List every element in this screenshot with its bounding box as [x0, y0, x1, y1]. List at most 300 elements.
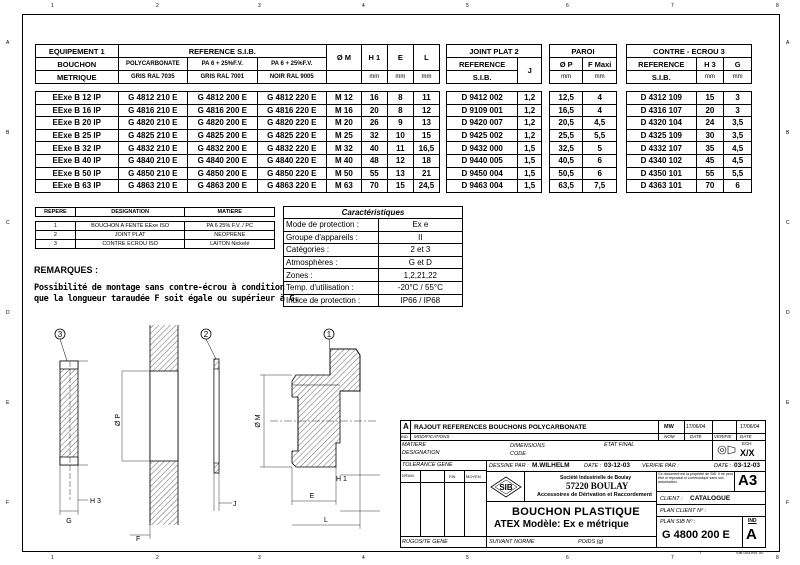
code-label: CODE	[510, 451, 526, 457]
unit-cell: mm	[696, 71, 724, 84]
table-cell: 35	[696, 142, 724, 155]
table-cell: G 4816 210 E	[118, 104, 188, 117]
date-value2: 03-12-03	[734, 462, 761, 469]
spacer-row	[550, 84, 617, 92]
table-cell: D 9463 004	[447, 180, 518, 193]
rev-date: 17/06/04	[686, 424, 706, 430]
company-tagline: Accessoires de Dérivation et Raccordement	[537, 492, 652, 498]
label-h1: H 1	[336, 476, 347, 483]
table-cell: EExe B 40 IP	[36, 154, 119, 167]
ruler-right-label: F	[786, 500, 790, 506]
contre-table-row	[627, 142, 752, 155]
table-cell: Catégories :	[284, 244, 379, 257]
marker-3: 3	[57, 330, 63, 339]
header-h1: H 1	[361, 45, 387, 71]
table-cell: 30	[696, 129, 724, 142]
header-bouchon: BOUCHON	[36, 58, 119, 71]
table-cell: 70	[361, 180, 387, 193]
drawing-subtitle: ATEX Modèle: Ex e métrique	[494, 519, 629, 530]
carac-table-row	[284, 281, 463, 294]
ruler-bottom-label: 2	[156, 555, 159, 561]
ech-label: ECH	[742, 441, 752, 446]
label-p: Ø P	[115, 413, 122, 427]
company-city: 57220 BOULAY	[566, 481, 629, 491]
tol-col-fin: FIN	[449, 474, 456, 479]
table-cell: II	[378, 231, 462, 244]
table-cell: NEOPRENE	[185, 231, 275, 240]
table-cell: 20,5	[550, 117, 583, 130]
table-cell: PA 6 25% F.V. / PC	[185, 222, 275, 231]
marker-2: 2	[203, 330, 209, 339]
table-cell: Mode de protection :	[284, 219, 379, 232]
table-cell: 4,5	[724, 154, 752, 167]
table-cell: IP66 / IP68	[378, 294, 462, 307]
ind-value: A	[746, 526, 757, 543]
table-cell: G 4840 200 E	[188, 154, 258, 167]
table-cell: D 9450 004	[447, 167, 518, 180]
table-cell: 3,5	[724, 117, 752, 130]
client-label: CLIENT :	[660, 496, 683, 502]
label-l: L	[324, 517, 328, 524]
h-verifie: VERIFIE	[714, 434, 732, 439]
ruler-bottom-label: 7	[671, 555, 674, 561]
table-cell: D 4363 101	[627, 180, 697, 193]
date-label: DATE :	[584, 463, 602, 469]
table-cell: -20°C / 55°C	[378, 281, 462, 294]
table-cell: G 4850 220 E	[257, 167, 327, 180]
header-reference: REFERENCE S.I.B.	[118, 45, 327, 58]
table-cell: 18	[413, 154, 439, 167]
table-cell: D 9440 005	[447, 154, 518, 167]
table-cell: EExe B 63 IP	[36, 180, 119, 193]
table-cell: 50,5	[550, 167, 583, 180]
table-cell: G 4812 210 E	[118, 92, 188, 105]
ruler-bottom-label: 8	[776, 555, 779, 561]
main-table-row	[36, 167, 440, 180]
table-cell: D 9425 002	[447, 129, 518, 142]
part-joint-plat	[201, 329, 237, 511]
table-cell: 48	[361, 154, 387, 167]
plan-sib-value: G 4800 200 E	[662, 529, 730, 541]
paroi-header-fmaxi: F Maxi	[583, 58, 617, 71]
table-cell: 3	[724, 104, 752, 117]
ruler-left-label: B	[6, 130, 10, 136]
table-cell: G 4820 210 E	[118, 117, 188, 130]
ech-value: X/X	[740, 448, 755, 458]
table-cell: EExe B 32 IP	[36, 142, 119, 155]
table-cell: 9	[387, 117, 413, 130]
main-table-row	[36, 117, 440, 130]
unit-cell: mm	[361, 71, 387, 84]
table-cell: 11	[387, 142, 413, 155]
paroi-table-body	[550, 92, 617, 193]
joint-table-row	[447, 142, 542, 155]
table-cell: 32	[361, 129, 387, 142]
main-table-body	[36, 92, 440, 193]
dessine-par-label: DESSINE PAR :	[489, 463, 529, 469]
table-cell: 6	[724, 180, 752, 193]
technical-drawing	[40, 325, 400, 547]
suivant-norme-label: SUIVANT NORME	[489, 539, 535, 545]
main-table-row	[36, 142, 440, 155]
carac-table-row	[284, 294, 463, 307]
ruler-left-label: C	[6, 220, 10, 226]
table-cell: G 4825 220 E	[257, 129, 327, 142]
table-cell: D 4350 101	[627, 167, 697, 180]
joint-table-row	[447, 154, 542, 167]
joint-table-row	[447, 167, 542, 180]
repere-table-row	[36, 240, 275, 249]
joint-table-row	[447, 180, 542, 193]
carac-table-row	[284, 231, 463, 244]
table-cell: Groupe d'appareils :	[284, 231, 379, 244]
remarks-line: Possibilité de montage sans contre-écrou à condition	[34, 283, 285, 293]
table-cell: G 4825 210 E	[118, 129, 188, 142]
label-h3: H 3	[90, 498, 101, 505]
table-cell: G 4825 200 E	[188, 129, 258, 142]
table-cell: D 4312 109	[627, 92, 697, 105]
ruler-right-label: E	[786, 400, 790, 406]
table-cell: 1,2,21,22	[378, 269, 462, 282]
main-table-row	[36, 104, 440, 117]
label-j: J	[233, 501, 237, 508]
table-cell: 1,2	[518, 129, 542, 142]
caracteristiques-table	[283, 206, 463, 307]
table-cell: EExe B 20 IP	[36, 117, 119, 130]
folio-ref: SIB 003 ind. 00	[736, 550, 764, 555]
table-cell: 3,5	[724, 129, 752, 142]
ruler-left-label: A	[6, 40, 10, 46]
table-cell: EExe B 12 IP	[36, 92, 119, 105]
table-cell: 8	[387, 104, 413, 117]
table-cell: M 50	[327, 167, 362, 180]
designation-label: DESIGNATION	[402, 450, 440, 456]
table-cell: G 4832 220 E	[257, 142, 327, 155]
contre-header-sib: S.I.B.	[627, 71, 697, 84]
ruler-top-label: 3	[258, 3, 261, 9]
joint-table-row	[447, 92, 542, 105]
matiere-header: MATIERE	[185, 208, 275, 217]
table-cell: D 9432 000	[447, 142, 518, 155]
table-cell: 7,5	[583, 180, 617, 193]
table-cell: 1,2	[518, 117, 542, 130]
header-col-ral7035: GRIS RAL 7035	[118, 71, 188, 84]
carac-table-body	[284, 219, 463, 307]
ruler-bottom-label: 1	[51, 555, 54, 561]
table-cell: 12	[387, 154, 413, 167]
table-cell: M 25	[327, 129, 362, 142]
table-cell: 26	[361, 117, 387, 130]
verifie-par-label: VERIFIE PAR :	[642, 463, 679, 469]
paroi-header-p: Ø P	[550, 58, 583, 71]
ruler-top-label: 6	[566, 3, 569, 9]
contre-header-h3: H 3	[696, 58, 724, 71]
table-cell: Zones :	[284, 269, 379, 282]
poids-label: POIDS (g)	[578, 539, 604, 545]
table-cell: 3	[724, 92, 752, 105]
table-cell: G 4832 210 E	[118, 142, 188, 155]
header-col-pa6-noir: PA 6 + 25%F.V.	[257, 58, 327, 71]
table-cell: G 4816 220 E	[257, 104, 327, 117]
joint-title: JOINT PLAT 2	[447, 45, 542, 58]
drawing-title: BOUCHON PLASTIQUE	[512, 506, 640, 518]
table-cell: G 4820 220 E	[257, 117, 327, 130]
table-cell: 40,5	[550, 154, 583, 167]
property-notice: Ce document est la propriété de SIB. Il ne peut être ni reproduit ni communiqué sans son autorisation.	[658, 472, 733, 484]
table-cell: 5,5	[724, 167, 752, 180]
table-cell: 10	[387, 129, 413, 142]
part-contre-ecrou	[55, 329, 101, 525]
table-cell: 45	[696, 154, 724, 167]
table-cell: M 40	[327, 154, 362, 167]
table-cell: 21	[413, 167, 439, 180]
ruler-top-label: 1	[51, 3, 54, 9]
table-cell: D 9412 002	[447, 92, 518, 105]
unit-cell: mm	[583, 71, 617, 84]
joint-header-sib: S.I.B.	[447, 71, 518, 84]
contre-title: CONTRE - ECROU 3	[627, 45, 752, 58]
table-cell: 70	[696, 180, 724, 193]
repere-table-row	[36, 231, 275, 240]
repere-table-body	[36, 222, 275, 249]
spacer-row	[447, 84, 542, 92]
ruler-left-label: F	[6, 500, 10, 506]
table-cell: 3	[36, 240, 76, 249]
table-cell: 11	[413, 92, 439, 105]
table-cell: 16	[361, 92, 387, 105]
ruler-right-label: D	[786, 310, 790, 316]
main-table-row	[36, 180, 440, 193]
contre-ecrou-table	[626, 44, 752, 193]
joint-header-j: J	[518, 58, 542, 84]
table-cell: G 4840 220 E	[257, 154, 327, 167]
plan-sib-label: PLAN SIB Nº :	[660, 519, 696, 525]
h-ind: IND	[401, 434, 408, 439]
tol-col-moyen: MOYEN	[466, 474, 481, 479]
ruler-right-label: A	[786, 40, 790, 46]
table-cell: M 32	[327, 142, 362, 155]
carac-table-row	[284, 219, 463, 232]
table-cell: EExe B 50 IP	[36, 167, 119, 180]
logo-text: SIB	[499, 483, 513, 492]
table-cell: 16,5	[413, 142, 439, 155]
table-cell: G 4812 200 E	[188, 92, 258, 105]
ruler-right-label: B	[786, 130, 790, 136]
table-cell: D 4340 102	[627, 154, 697, 167]
table-cell: 5	[583, 142, 617, 155]
tolerance-label: TOLERANCE GENE	[402, 462, 453, 468]
header-metrique: METRIQUE	[36, 71, 119, 84]
table-cell: Atmosphères :	[284, 256, 379, 269]
label-f: F	[136, 536, 141, 543]
table-cell: 1,5	[518, 154, 542, 167]
date-value: 03-12-03	[604, 462, 631, 469]
table-cell: 13	[387, 167, 413, 180]
table-cell: 5,5	[583, 129, 617, 142]
table-cell: G 4863 210 E	[118, 180, 188, 193]
contre-header-g: G	[724, 58, 752, 71]
plan-client-label: PLAN CLIENT Nº :	[660, 508, 707, 514]
table-cell: 40	[361, 142, 387, 155]
header-col-pa6-gris: PA 6 + 25%F.V.	[188, 58, 258, 71]
ruler-bottom-label: 5	[466, 555, 469, 561]
paroi-table-row	[550, 92, 617, 105]
main-table-row	[36, 129, 440, 142]
ruler-top-label: 7	[671, 3, 674, 9]
contre-table-row	[627, 154, 752, 167]
main-table-row	[36, 154, 440, 167]
label-g: G	[66, 518, 72, 525]
unit-cell: mm	[550, 71, 583, 84]
contre-table-row	[627, 92, 752, 105]
remarks-text	[34, 283, 299, 305]
h-nom: NOM	[664, 434, 675, 439]
main-reference-table	[35, 44, 440, 193]
table-cell: 24,5	[413, 180, 439, 193]
table-cell: 20	[361, 104, 387, 117]
table-cell: Indice de protection :	[284, 294, 379, 307]
table-cell: 8	[387, 92, 413, 105]
table-cell: JOINT PLAT	[75, 231, 185, 240]
table-cell: LAITON Nickelé	[185, 240, 275, 249]
table-cell: 2 et 3	[378, 244, 462, 257]
designation-header: DESIGNATION	[75, 208, 185, 217]
joint-table-row	[447, 117, 542, 130]
table-cell: 4,5	[583, 117, 617, 130]
folio-label: f	[700, 550, 702, 555]
table-cell: 1,5	[518, 142, 542, 155]
paroi-table-row	[550, 167, 617, 180]
carac-table-row	[284, 269, 463, 282]
carac-table-row	[284, 244, 463, 257]
label-e: E	[309, 493, 315, 500]
repere-header: REPERE	[36, 208, 76, 217]
unit-cell: mm	[413, 71, 439, 84]
table-cell: M 12	[327, 92, 362, 105]
ruler-bottom-label: 6	[566, 555, 569, 561]
table-cell: 1	[36, 222, 76, 231]
joint-header-ref: REFERENCE	[447, 58, 518, 71]
paroi-title: PAROI	[550, 45, 617, 58]
table-cell: Ex e	[378, 219, 462, 232]
joint-plat-table	[446, 44, 542, 193]
table-cell: G et D	[378, 256, 462, 269]
header-col-ral9005: NOIR RAL 9005	[257, 71, 327, 84]
paroi-table-row	[550, 154, 617, 167]
carac-table-row	[284, 256, 463, 269]
ruler-left-label: D	[6, 310, 10, 316]
table-cell: M 16	[327, 104, 362, 117]
carac-title: Caractéristiques	[284, 207, 463, 219]
matiere-label: MATIERE	[402, 442, 427, 448]
ruler-top-label: 5	[466, 3, 469, 9]
table-cell: EExe B 25 IP	[36, 129, 119, 142]
projection-icon	[716, 443, 736, 457]
table-cell: D 9109 001	[447, 104, 518, 117]
repere-table	[35, 207, 275, 249]
table-cell: M 63	[327, 180, 362, 193]
paroi-table-row	[550, 129, 617, 142]
rev-by: MW	[664, 424, 674, 430]
header-equipement: EQUIPEMENT 1	[36, 45, 119, 58]
table-cell: 63,5	[550, 180, 583, 193]
ruler-top-label: 2	[156, 3, 159, 9]
table-cell: G 4850 200 E	[188, 167, 258, 180]
table-cell: 25,5	[550, 129, 583, 142]
dessine-value: M.WILHELM	[532, 462, 570, 469]
unit-cell: mm	[387, 71, 413, 84]
ruler-bottom-label: 4	[362, 555, 365, 561]
table-cell: D 4316 107	[627, 104, 697, 117]
format-label: A3	[738, 472, 758, 489]
table-cell: 32,5	[550, 142, 583, 155]
table-cell: D 9420 007	[447, 117, 518, 130]
table-cell: 12,5	[550, 92, 583, 105]
part-bouchon	[255, 329, 380, 529]
h-date: DATE	[690, 434, 702, 439]
table-cell: 15	[387, 180, 413, 193]
paroi-table-row	[550, 117, 617, 130]
table-cell: EExe B 16 IP	[36, 104, 119, 117]
table-cell: 1,5	[518, 167, 542, 180]
joint-table-body	[447, 92, 542, 193]
tol-col-dim: NºDIM	[402, 473, 414, 478]
contre-table-body	[627, 92, 752, 193]
ruler-left-label: E	[6, 400, 10, 406]
table-cell: Temp. d'utilisation :	[284, 281, 379, 294]
table-cell: D 4325 109	[627, 129, 697, 142]
paroi-table-row	[550, 180, 617, 193]
paroi-table-row	[550, 142, 617, 155]
spacer-row	[36, 84, 440, 92]
contre-table-row	[627, 104, 752, 117]
table-cell: 16,5	[550, 104, 583, 117]
ruler-top-label: 4	[362, 3, 365, 9]
table-cell: G 4863 220 E	[257, 180, 327, 193]
remarks-title: REMARQUES :	[34, 265, 99, 275]
etat-final-label: ETAT FINAL	[604, 442, 635, 448]
table-cell: G 4812 220 E	[257, 92, 327, 105]
contre-table-row	[627, 167, 752, 180]
table-cell: 4	[583, 104, 617, 117]
table-cell: BOUCHON A FENTE EExe ISO	[75, 222, 185, 231]
header-diam-m: Ø M	[327, 45, 362, 71]
sib-logo-icon	[490, 476, 522, 498]
h-modif: MODIFICATIONS	[414, 434, 450, 439]
contre-table-row	[627, 117, 752, 130]
client-value: CATALOGUE	[690, 495, 731, 502]
table-cell: 1,2	[518, 104, 542, 117]
ruler-right-label: C	[786, 220, 790, 226]
date-label2: DATE :	[714, 463, 732, 469]
table-cell: M 20	[327, 117, 362, 130]
ruler-bottom-label: 3	[258, 555, 261, 561]
table-cell: 20	[696, 104, 724, 117]
header-col-polycarbonate: POLYCARBONATE	[118, 58, 188, 71]
joint-table-row	[447, 104, 542, 117]
table-cell: CONTRE ECROU ISO	[75, 240, 185, 249]
table-cell: 2	[36, 231, 76, 240]
ruler-top-label: 8	[776, 3, 779, 9]
table-cell: 1,5	[518, 180, 542, 193]
header-l: L	[413, 45, 439, 71]
table-cell: G 4820 200 E	[188, 117, 258, 130]
repere-table-row	[36, 222, 275, 231]
part-paroi	[115, 325, 178, 543]
rugosite-label: RUGOSITE GENE	[402, 539, 448, 545]
contre-header-ref: REFERENCE	[627, 58, 697, 71]
rev-date2: 17/06/04	[740, 424, 760, 430]
